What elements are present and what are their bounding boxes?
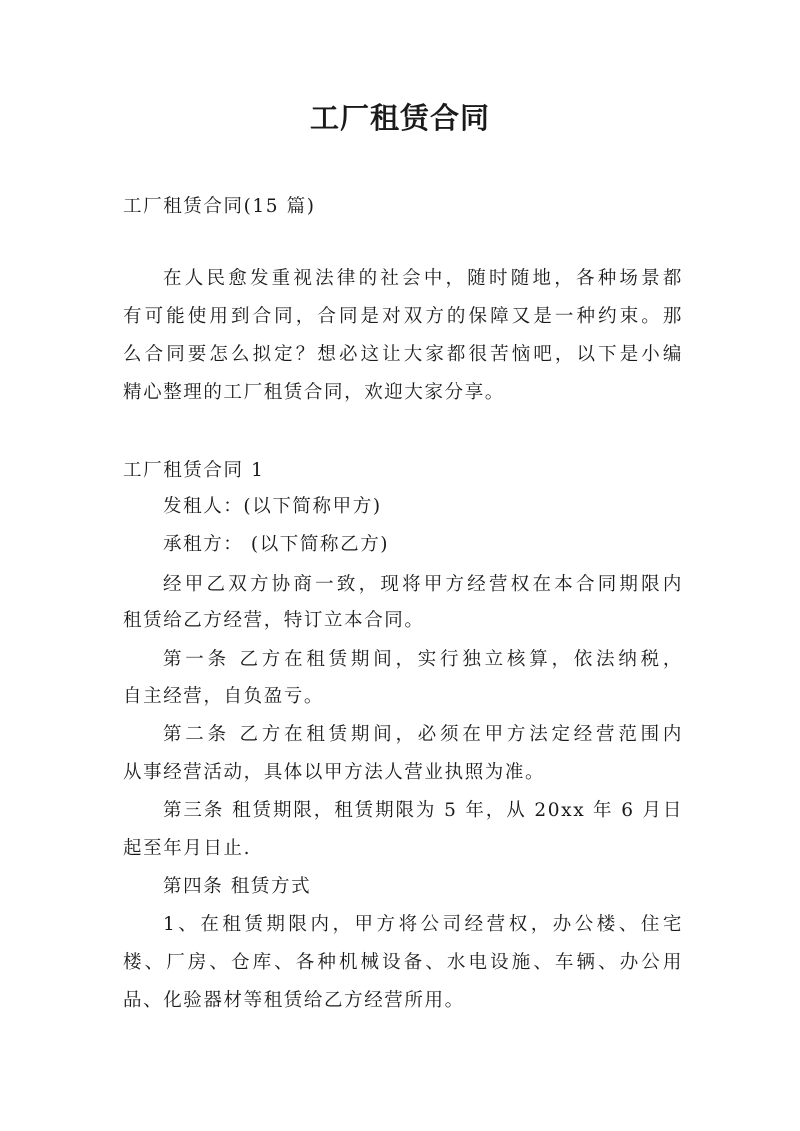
document-title: 工厂租赁合同 — [309, 101, 490, 135]
lessee-line: 承租方： (以下简称乙方) — [163, 534, 390, 555]
article-3-line: 起至年月日止. — [123, 838, 252, 859]
article-2-line: 从事经营活动，具体以甲方法人营业执照为准。 — [123, 762, 546, 783]
article-4-item-line: 品、化验器材等租赁给乙方经营所用。 — [123, 990, 465, 1011]
article-4-heading: 第四条 租赁方式 — [163, 876, 312, 897]
article-1-line: 第一条 乙方在租赁期间，实行独立核算，依法纳税， — [163, 649, 683, 670]
agreement-line: 经甲乙双方协商一致，现将甲方经营权在本合同期限内 — [163, 574, 683, 595]
intro-line: 么合同要怎么拟定？想必这让大家都很苦恼吧，以下是小编 — [123, 344, 683, 365]
article-3-line: 第三条 租赁期限，租赁期限为 5 年，从 20xx 年 6 月日 — [163, 800, 683, 821]
article-2-line: 第二条 乙方在租赁期间，必须在甲方法定经营范围内 — [163, 724, 683, 745]
document-subtitle: 工厂租赁合同(15 篇) — [123, 196, 316, 217]
intro-line: 精心整理的工厂租赁合同，欢迎大家分享。 — [123, 382, 505, 403]
agreement-line: 租赁给乙方经营，特订立本合同。 — [123, 610, 425, 631]
section-heading: 工厂租赁合同 1 — [123, 460, 265, 481]
article-4-item-line: 楼、厂房、仓库、各种机械设备、水电设施、车辆、办公用 — [123, 952, 683, 973]
lessor-line: 发租人：(以下简称甲方) — [163, 496, 382, 517]
intro-line: 在人民愈发重视法律的社会中，随时随地，各种场景都 — [163, 268, 683, 289]
article-1-line: 自主经营，自负盈亏。 — [123, 686, 325, 707]
intro-line: 有可能使用到合同，合同是对双方的保障又是一种约束。那 — [123, 306, 683, 327]
article-4-item-line: 1、在租赁期限内，甲方将公司经营权，办公楼、住宅 — [163, 914, 683, 935]
